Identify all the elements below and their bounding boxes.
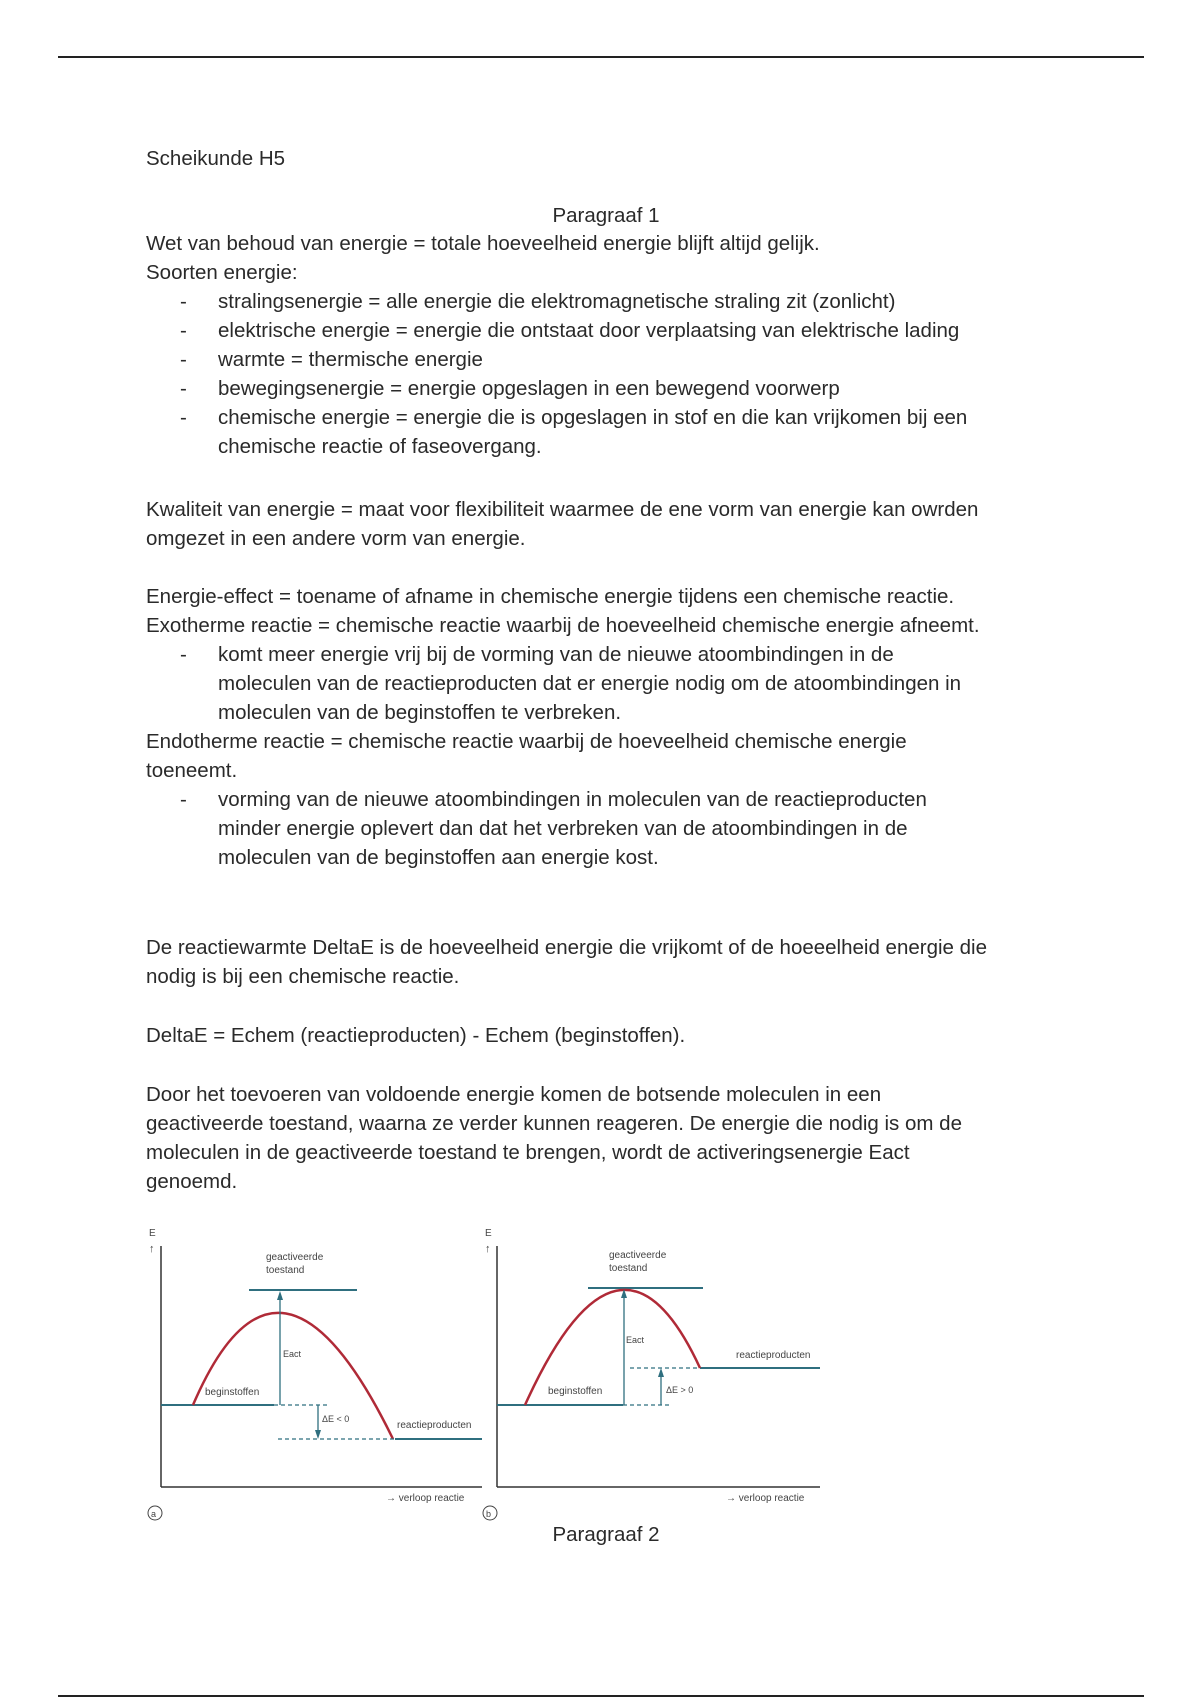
exo-bullet-line-2: moleculen van de reactieproducten dat er energie nodig om de atoombindingen in [218, 672, 962, 695]
end-label-a: reactieproducten [397, 1420, 472, 1431]
list-item-continuation: chemische reactie of faseovergang. [218, 435, 542, 458]
heading-paragraaf-1: Paragraaf 1 [552, 204, 660, 227]
list-item: stralingsenergie = alle energie die elektromagnetische straling zit (zonlicht) [218, 290, 896, 313]
endotherme-reactie: Endotherme reactie = chemische reactie waarbij de hoeveelheid chemische energie [146, 730, 907, 753]
energy-curve-b [525, 1290, 700, 1405]
start-label-b: beginstoffen [548, 1386, 603, 1397]
marker-b: b [486, 1509, 492, 1519]
list-item: elektrische energie = energie die ontstaat door verplaatsing van elektrische lading [218, 319, 960, 342]
marker-b-circle [483, 1506, 497, 1520]
delta-label-b: ΔE > 0 [666, 1385, 694, 1395]
diagram-a [148, 1228, 482, 1520]
list-item: warmte = thermische energie [218, 348, 483, 371]
activation-line-1: Door het toevoeren van voldoende energie komen de botsende moleculen in een [146, 1083, 882, 1106]
activation-line-3: moleculen in de geactiveerde toestand te brengen, wordt de activeringsenergie Eact [146, 1141, 910, 1164]
deltae-formula: DeltaE = Echem (reactieproducten) - Echem (beginstoffen). [146, 1024, 686, 1047]
eact-arrowhead-b [621, 1289, 627, 1298]
exo-bullet-line-3: moleculen van de beginstoffen te verbreken. [218, 701, 622, 724]
eact-label-a: Eact [283, 1349, 302, 1359]
delta-arrowhead-b [658, 1368, 664, 1377]
reactiewarmte-line-2: nodig is bij een chemische reactie. [146, 965, 460, 988]
document-title: Scheikunde H5 [146, 147, 286, 170]
y-axis-arrow-b: ↑ [485, 1243, 491, 1255]
endo-bullet-line-2: minder energie oplevert dan dat het verbreken van de atoombindingen in de [218, 817, 908, 840]
bullet-marker: - [180, 643, 187, 666]
bullet-marker: - [180, 348, 187, 371]
endotherme-reactie-cont: toeneemt. [146, 759, 238, 782]
delta-arrowhead-a [315, 1430, 321, 1439]
exo-bullet-line-1: komt meer energie vrij bij de vorming van de nieuwe atoombindingen in de [218, 643, 894, 666]
end-label-b: reactieproducten [736, 1350, 811, 1361]
energie-effect: Energie-effect = toename of afname in chemische energie tijdens een chemische reactie. [146, 585, 955, 608]
top-label-a-1: geactiveerde [266, 1252, 324, 1263]
eact-arrowhead-a [277, 1291, 283, 1300]
top-label-b-1: geactiveerde [609, 1250, 667, 1261]
delta-label-a: ΔE < 0 [322, 1414, 350, 1424]
kwaliteit-line-2: omgezet in een andere vorm van energie. [146, 527, 526, 550]
top-label-b-2: toestand [609, 1263, 648, 1274]
energy-curve-a [193, 1313, 393, 1439]
top-rule [58, 56, 1144, 58]
top-label-a-2: toestand [266, 1265, 305, 1276]
marker-a-circle [148, 1506, 162, 1520]
start-label-a: beginstoffen [205, 1387, 260, 1398]
energy-types-heading: Soorten energie: [146, 261, 298, 284]
list-item: bewegingsenergie = energie opgeslagen in een bewegend voorwerp [218, 377, 840, 400]
bullet-marker: - [180, 406, 187, 429]
marker-a: a [151, 1509, 157, 1519]
heading-paragraaf-2: Paragraaf 2 [552, 1523, 660, 1546]
bullet-marker: - [180, 788, 187, 811]
kwaliteit-line-1: Kwaliteit van energie = maat voor flexibiliteit waarmee de ene vorm van energie kan owrden [146, 498, 979, 521]
endo-bullet-line-3: moleculen van de beginstoffen aan energie kost. [218, 846, 659, 869]
bullet-marker: - [180, 377, 187, 400]
bullet-marker: - [180, 290, 187, 313]
bullet-marker: - [180, 319, 187, 342]
endo-bullet-line-1: vorming van de nieuwe atoombindingen in moleculen van de reactieproducten [218, 788, 927, 811]
y-axis-label-b: E [485, 1228, 492, 1239]
eact-label-b: Eact [626, 1335, 645, 1345]
bottom-rule [58, 1695, 1144, 1697]
law-of-energy: Wet van behoud van energie = totale hoeveelheid energie blijft altijd gelijk. [146, 232, 820, 255]
exotherme-reactie: Exotherme reactie = chemische reactie waarbij de hoeveelheid chemische energie afneemt. [146, 614, 980, 637]
diagram-b [483, 1228, 820, 1520]
y-axis-arrow-a: ↑ [149, 1243, 155, 1255]
x-axis-label-b: → verloop reactie [726, 1493, 805, 1504]
x-axis-label-a: → verloop reactie [386, 1493, 465, 1504]
activation-line-2: geactiveerde toestand, waarna ze verder kunnen reageren. De energie die nodig is om de [146, 1112, 962, 1135]
list-item: chemische energie = energie die is opgeslagen in stof en die kan vrijkomen bij een [218, 406, 968, 429]
activation-line-4: genoemd. [146, 1170, 238, 1193]
reactiewarmte-line-1: De reactiewarmte DeltaE is de hoeveelheid energie die vrijkomt of de hoeeelheid energie die [146, 936, 988, 959]
y-axis-label-a: E [149, 1228, 156, 1239]
